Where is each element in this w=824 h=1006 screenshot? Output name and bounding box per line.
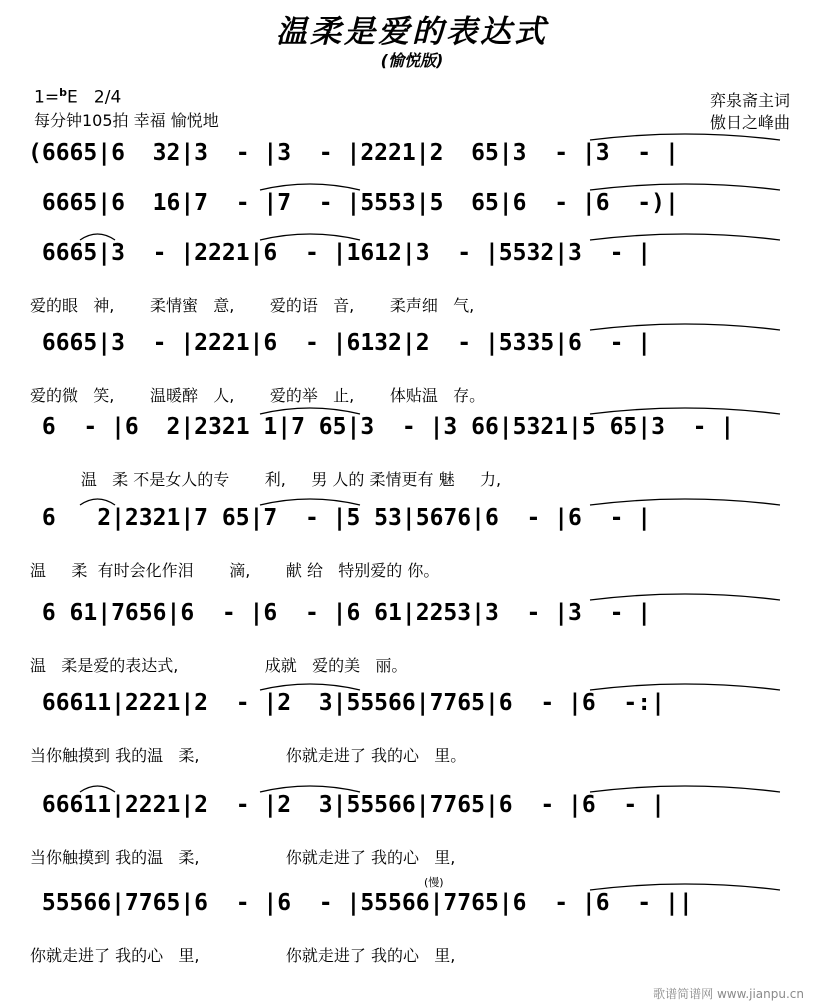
score-row-6 [0,503,824,595]
key-note: E [66,87,78,108]
note-line: (6665|6 32|3 - |3 - |2221|2 65|3 - |3 - | [28,140,679,166]
site-watermark: 歌谱简谱网 www.jianpu.cn [653,987,804,1001]
note-line: 6 - |6 2|2321 1|7 65|3 - |3 66|5321|5 65|3 - | [28,414,735,440]
note-line: 6 2|2321|7 65|7 - |5 53|5676|6 - |6 - | [28,505,652,531]
lyric-line: 当你触摸到 我的温 柔, 你就走进了 我的心 里。 [30,746,467,765]
score-row-4 [0,328,824,420]
note-line: 6665|3 - |2221|6 - |6132|2 - |5335|6 - | [28,330,652,356]
flat-sign: b [59,86,67,99]
score-row-3 [0,238,824,330]
lyricist-credit: 弈泉斋主词 [709,91,790,110]
note-line: 6665|3 - |2221|6 - |1612|3 - |5532|3 - | [28,240,652,266]
note-line: 6 61|7656|6 - |6 - |6 61|2253|3 - |3 - | [28,600,652,626]
composer-credit: 傲日之峰曲 [709,113,790,132]
song-subtitle: (愉悦版) [380,51,444,70]
score-row-5 [0,412,824,504]
key-prefix: 1= [34,87,60,108]
lyric-line: 温 柔 不是女人的专 利, 男 人的 柔情更有 魅 力, [30,470,502,489]
lyric-line: 温 柔是爱的表达式, 成就 爱的美 丽。 [30,656,408,675]
slow-marking: (慢) [424,876,444,889]
lyric-line: 爱的微 笑, 温暖醉 人, 爱的举 止, 体贴温 存。 [30,386,486,405]
tempo-marking: 每分钟105拍 幸福 愉悦地 [34,111,219,130]
score-row-9 [0,790,824,882]
lyric-line: 你就走进了 我的心 里, 你就走进了 我的心 里, [30,946,456,965]
score-row-10 [0,876,824,980]
lyric-line: 爱的眼 神, 柔情蜜 意, 爱的语 音, 柔声细 气, [30,296,475,315]
key-signature [34,86,121,108]
note-line: 6665|6 16|7 - |7 - |5553|5 65|6 - |6 -)| [28,190,679,216]
time-signature: 2/4 [93,87,122,108]
song-title: 温柔是爱的表达式 [276,14,548,50]
score-row-7 [0,598,824,690]
lyric-line: 当你触摸到 我的温 柔, 你就走进了 我的心 里, [30,848,456,867]
score-row-8 [0,688,824,780]
note-line: 66611|2221|2 - |2 3|55566|7765|6 - |6 - | [28,792,665,818]
note-line: 55566|7765|6 - |6 - |55566|7765|6 - |6 - || [28,890,693,916]
note-line: 66611|2221|2 - |2 3|55566|7765|6 - |6 -:| [28,690,665,716]
lyric-line: 温 柔 有时会化作泪 滴, 献 给 特别爱的 你。 [30,561,440,580]
